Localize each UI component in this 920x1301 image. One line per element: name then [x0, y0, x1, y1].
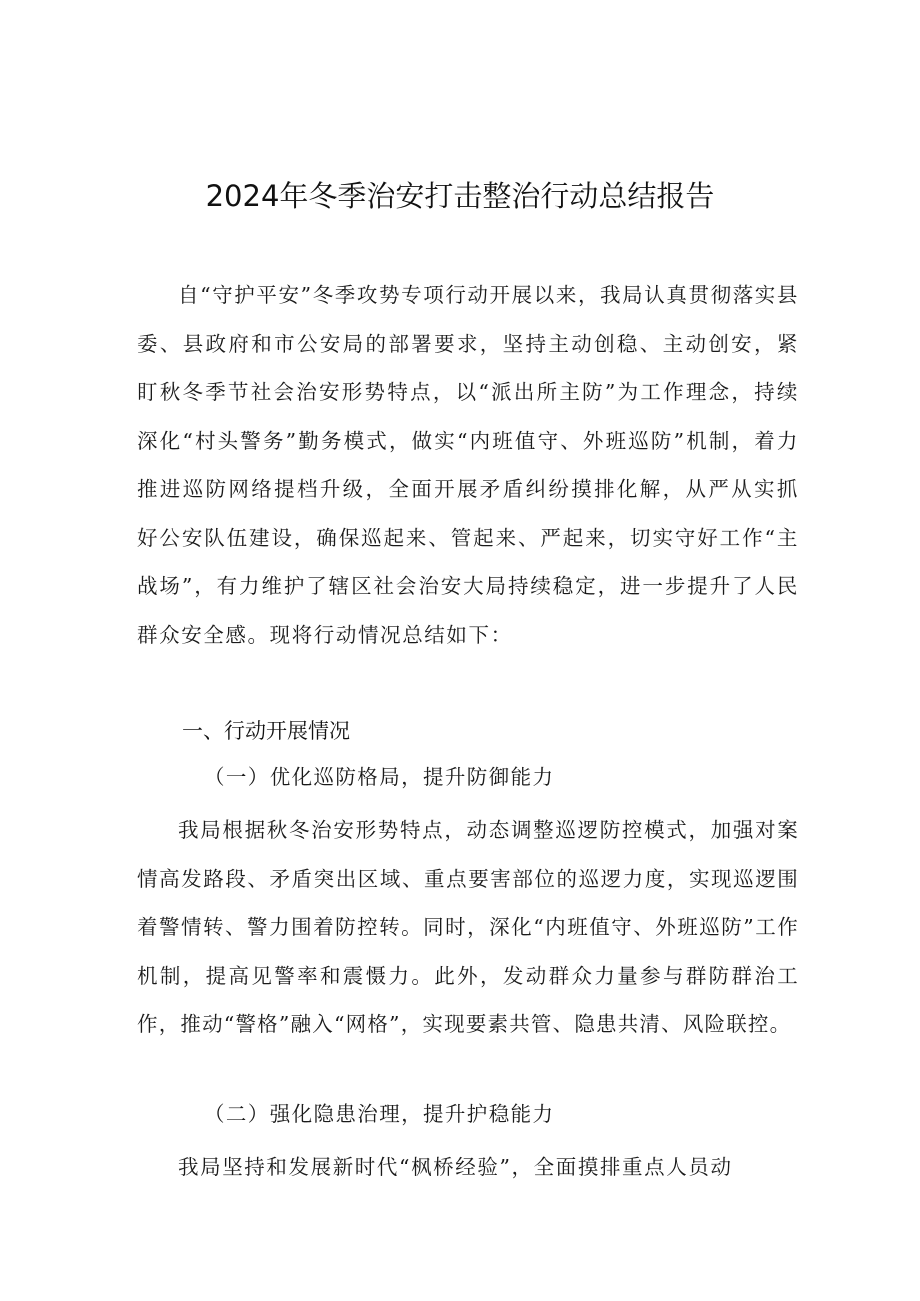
subsection-heading-1: （一）优化巡防格局，提升防御能力 — [204, 765, 555, 789]
subsection-heading-2: （二）强化隐患治理，提升护稳能力 — [204, 1102, 555, 1126]
subsection-1-paragraph: 我局根据秋冬治安形势特点，动态调整巡逻防控模式，加强对案情高发路段、矛盾突出区域、重点要害部位的巡逻力度，实现巡逻围着警情转、警力围着防控转。同时，深化“内班值守、外班巡防”工作机制，提高见警率和震慑力。此外，发动群众力量参与群防群治工作，推动“警格”融入“网格”，实现要素共管、隐患共清、风险联控。 — [137, 818, 799, 1036]
subsection-2-paragraph: 我局坚持和发展新时代“枫桥经验”，全面摸排重点人员动 — [178, 1155, 733, 1179]
document-title: 2024年冬季治安打击整治行动总结报告 — [205, 179, 715, 213]
intro-paragraph: 自“守护平安”冬季攻势专项行动开展以来，我局认真贯彻落实县委、县政府和市公安局的部署要求，坚持主动创稳、主动创安，紧盯秋冬季节社会治安形势特点，以“派出所主防”为工作理念，持续深化“村头警务”勤务模式，做实“内班值守、外班巡防”机制，着力推进巡防网络提档升级，全面开展矛盾纠纷摸排化解，从严从实抓好公安队伍建设，确保巡起来、管起来、严起来，切实守好工作“主战场”，有力维护了辖区社会治安大局持续稳定，进一步提升了人民群众安全感。现将行动情况总结如下： — [137, 283, 799, 647]
section-heading: 一、行动开展情况 — [182, 719, 350, 743]
